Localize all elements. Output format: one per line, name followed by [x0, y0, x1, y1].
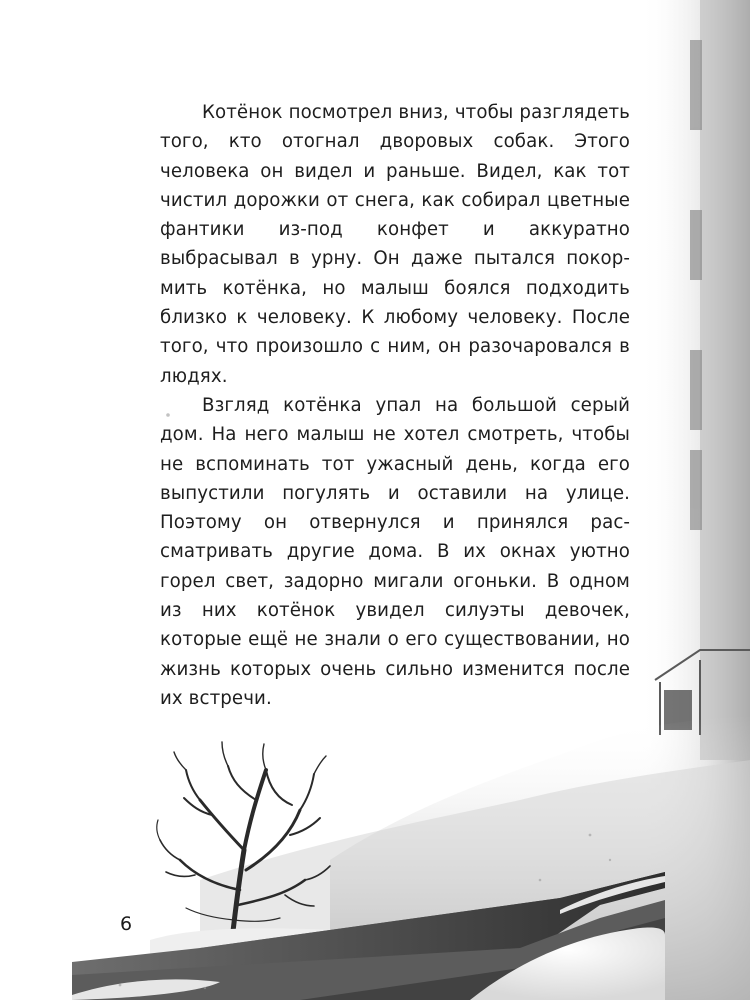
paragraph-2: Взгляд котёнка упал на большой серый дом. На него малыш не хотел смотреть, чтобы не вспоминать тот ужасный день, когда его выпустили погулять и оставили на улице. Поэтому он отвернулся и принялся рассматривать другие дома. В их окнах уютно горел свет, задорно мигали огоньки. В одном из них котёнок увидел силуэты девочек, которые ещё не знали о его существовании, но жизнь которых очень сильно изменится после их встречи.	[160, 394, 630, 709]
paragraph-1: Котёнок посмотрел вниз, чтобы разглядеть того, кто отогнал дворовых собак. Этого человека он видел и раньше. Видел, как тот чистил дорожки от снега, как собирал цветные фантики из-под конфет и аккуратно выбрасывал в урну. Он даже пытался покормить котёнка, но малыш боялся подходить близко к человеку. К любому человеку. После того, что произошло с ним, он разочаровался в людях.	[160, 102, 630, 387]
page-number: 6	[120, 913, 133, 935]
body-text	[160, 98, 630, 713]
building-edge-dark	[700, 0, 750, 760]
